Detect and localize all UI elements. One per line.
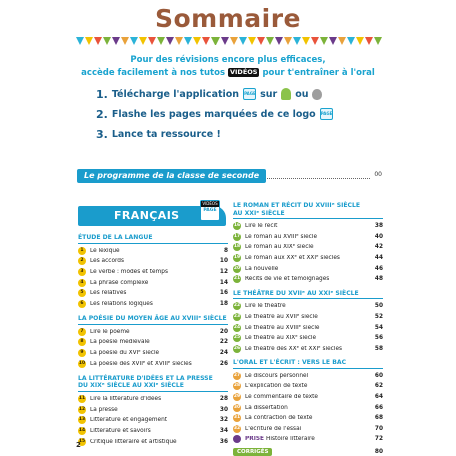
toc-entry-label <box>245 436 365 442</box>
toc-entry[interactable] <box>233 263 383 274</box>
toc-section <box>78 234 228 309</box>
toc-entry-label <box>90 439 210 445</box>
toc-entry[interactable] <box>78 298 228 309</box>
step-number: 3. <box>96 127 108 141</box>
bunting-flag <box>148 37 156 45</box>
toc-entry-page: 72 <box>374 436 383 443</box>
section-heading-line: LA LITTÉRATURE D'IDÉES ET LA PRESSE <box>78 374 213 382</box>
section-heading <box>233 359 383 369</box>
toc-entry[interactable] <box>233 312 383 323</box>
toc-entry[interactable] <box>233 343 383 354</box>
toc-entry[interactable] <box>78 405 228 416</box>
chapter-number-badge: 13 <box>78 417 86 423</box>
logo-bottom-text: PAGE <box>203 208 217 213</box>
toc-entry-title: Le roman au XIXᵉ siècle <box>245 244 314 251</box>
toc-entry-label <box>245 346 365 352</box>
bunting-flag <box>193 37 201 45</box>
chapter-number-badge: 27 <box>233 372 241 378</box>
section-heading-line: ÉTUDE DE LA LANGUE <box>78 234 153 241</box>
section-heading <box>78 375 228 392</box>
toc-entry-page: 58 <box>374 345 383 352</box>
bunting-flag <box>202 37 210 45</box>
section-heading <box>233 202 383 219</box>
toc-entry-title: L'explication de texte <box>245 383 308 390</box>
chapter-number-badge: 10 <box>78 360 86 366</box>
toc-entry-label <box>245 426 365 432</box>
subject-header: FRANÇAIS <box>78 206 226 226</box>
bunting-flag <box>139 37 147 45</box>
toc-entry-title: Le verbe : modes et temps <box>90 268 168 275</box>
bunting-flag <box>257 37 265 45</box>
toc-entry-title: Lire la littérature d'idées <box>90 396 162 403</box>
toc-entry-title: Le commentaire de texte <box>245 394 319 401</box>
toc-entry[interactable] <box>78 267 228 278</box>
chapter-number-badge: 5 <box>78 289 86 297</box>
toc-entry-title: La poésie du XVIᵉ siècle <box>90 350 160 357</box>
logo-top-text: VIDÉOS <box>202 201 218 206</box>
toc-entry[interactable] <box>233 371 383 382</box>
bunting-flag <box>329 37 337 45</box>
intro-line-2-pre: accède facilement à nos tutos <box>81 68 225 78</box>
toc-entry-label <box>90 361 210 367</box>
bunting-flag <box>356 37 364 45</box>
bunting-flag <box>94 37 102 45</box>
toc-entry[interactable] <box>78 436 228 447</box>
bunting-flag <box>338 37 346 45</box>
toc-entry-label <box>90 269 210 275</box>
chapter-number-badge: 9 <box>78 349 86 357</box>
bunting-flag <box>266 37 274 45</box>
toc-entry[interactable] <box>233 301 383 312</box>
toc-entry-title: Le lexique <box>90 247 120 254</box>
toc-entry-page: 42 <box>374 244 383 251</box>
bunting-flag <box>130 37 138 45</box>
toc-entry[interactable] <box>78 337 228 348</box>
toc-entry-label <box>90 417 210 423</box>
bunting-flag <box>239 37 247 45</box>
toc-entry[interactable] <box>233 232 383 243</box>
chapter-number-badge: 25 <box>233 335 241 341</box>
toc-entry-page: 22 <box>219 339 228 346</box>
section-heading-line: L'ORAL ET L'ÉCRIT : VERS LE BAC <box>233 359 347 367</box>
bunting-flag <box>211 37 219 45</box>
toc-entry-title: Les relatives <box>90 290 127 297</box>
page-title: Sommaire <box>154 4 301 33</box>
chapter-number-badge: 4 <box>78 279 86 287</box>
toc-entry-title: La poésie des XVIIᵉ et XVIIIᵉ siècles <box>90 360 192 367</box>
toc-entry-title: Le théâtre au XVIIIᵉ siècle <box>245 324 320 331</box>
chapter-number-badge: 30 <box>233 404 241 410</box>
corriges-badge: CORRIGÉS <box>233 448 272 456</box>
android-icon <box>281 88 291 100</box>
chapter-number-badge: 7 <box>78 328 86 336</box>
bunting-flag <box>311 37 319 45</box>
toc-entry-page: 68 <box>374 415 383 422</box>
toc-entry-page: 12 <box>219 268 228 275</box>
step-number: 2. <box>96 107 108 121</box>
toc-entry[interactable] <box>78 358 228 369</box>
toc-entry-label <box>245 266 365 272</box>
toc-section <box>233 202 383 285</box>
toc-entry-title: Littérature et savoirs <box>90 428 151 435</box>
chapter-number-badge: 23 <box>233 313 241 319</box>
toc-right-column <box>233 202 383 456</box>
leader-dots <box>267 178 370 179</box>
toc-entry[interactable] <box>233 274 383 285</box>
toc-entry-title: Le théâtre des XXᵉ et XXIᵉ siècles <box>245 345 343 352</box>
toc-entry-title: Les relations logiques <box>90 300 153 307</box>
toc-section <box>233 290 383 354</box>
section-heading <box>78 315 228 325</box>
chapter-number-badge: 22 <box>233 303 241 309</box>
section-heading-line: LA POÉSIE DU MOYEN ÂGE AU XVIIIᵉ SIÈCLE <box>78 315 227 323</box>
toc-entry-title: Lire le poème <box>90 328 130 335</box>
chapter-number-badge: 3 <box>78 268 86 276</box>
section-heading <box>233 290 383 300</box>
toc-entry[interactable] <box>78 394 228 405</box>
intro-text <box>0 54 456 80</box>
app-logo-icon: PAGE <box>320 108 333 120</box>
toc-entry-page: 10 <box>219 258 228 265</box>
corriges-entry[interactable] <box>233 447 383 456</box>
toc-entry-label <box>245 314 365 320</box>
bunting-flag <box>293 37 301 45</box>
toc-entry-label <box>245 223 365 229</box>
toc-entry-page: 38 <box>374 223 383 230</box>
chapter-number-badge: 32 <box>233 425 241 431</box>
section-heading <box>78 234 228 244</box>
bunting-flag <box>157 37 165 45</box>
chapter-number-badge: 28 <box>233 383 241 389</box>
toc-entry-title: La phrase complexe <box>90 279 149 286</box>
intro-line-2 <box>0 67 456 80</box>
bunting-flag <box>284 37 292 45</box>
toc-entry[interactable] <box>78 256 228 267</box>
toc-entry[interactable] <box>78 348 228 359</box>
chapter-number-badge: 11 <box>78 396 86 402</box>
toc-entry-title: La contraction de texte <box>245 415 313 422</box>
toc-entry[interactable] <box>233 333 383 344</box>
toc-entry-page: 24 <box>219 350 228 357</box>
toc-entry-title: Les accords <box>90 258 125 265</box>
toc-entry[interactable] <box>233 253 383 264</box>
bunting-flag <box>221 37 229 45</box>
bunting-flag <box>85 37 93 45</box>
chapter-number-badge: 21 <box>233 276 241 282</box>
toc-entry-label <box>245 325 365 331</box>
bunting-flag <box>302 37 310 45</box>
step-text: Flashe les pages marquées de ce logo <box>111 108 316 120</box>
toc-entry-page: 34 <box>219 428 228 435</box>
toc-entry-label <box>90 329 210 335</box>
toc-entry-title: Le théâtre au XIXᵉ siècle <box>245 335 317 342</box>
step-connector: ou <box>295 88 309 100</box>
toc-entry-title: La dissertation <box>245 404 288 411</box>
step-text: Télécharge l'application <box>111 88 240 100</box>
bunting-flag <box>374 37 382 45</box>
toc-section <box>78 375 228 447</box>
toc-entry[interactable] <box>78 426 228 437</box>
toc-entry-title: Récits de vie et témoignages <box>245 276 330 283</box>
chapter-number-badge: 17 <box>233 233 241 239</box>
toc-entry-page: 26 <box>219 360 228 367</box>
steps-list <box>96 84 396 144</box>
toc-entry-label <box>90 339 210 345</box>
toc-entry-label <box>90 396 210 402</box>
toc-entry-page: 50 <box>374 303 383 310</box>
toc-entry-label <box>245 373 365 379</box>
toc-entry-page: 40 <box>374 233 383 240</box>
corriges-page: 80 <box>374 448 383 455</box>
toc-entry-label <box>90 280 210 286</box>
toc-entry[interactable] <box>233 392 383 403</box>
toc-entry-label <box>90 258 210 264</box>
toc-entry-label <box>245 244 365 250</box>
toc-entry-page: 64 <box>374 394 383 401</box>
chapter-number-badge: 19 <box>233 255 241 261</box>
bunting-flag <box>76 37 84 45</box>
toc-entry-label <box>245 303 365 309</box>
bunting-flag <box>166 37 174 45</box>
toc-section <box>233 359 383 445</box>
programme-page: 00 <box>374 171 382 178</box>
bunting-flag <box>121 37 129 45</box>
toc-entry-label <box>245 405 365 411</box>
chapter-number-badge: 18 <box>233 244 241 250</box>
toc-entry-label <box>245 234 365 240</box>
toc-entry-title: Le roman au XVIIIᵉ siècle <box>245 233 318 240</box>
toc-entry[interactable] <box>233 424 383 435</box>
toc-entry-title: Lire le récit <box>245 223 278 230</box>
step-1 <box>96 84 396 104</box>
toc-entry-label <box>90 248 210 254</box>
toc-entry-page: 60 <box>374 372 383 379</box>
bunting-flag <box>275 37 283 45</box>
toc-entry[interactable] <box>78 415 228 426</box>
toc-entry-page: 30 <box>219 406 228 413</box>
toc-entry-label <box>90 290 210 296</box>
toc-entry-label <box>90 407 210 413</box>
page-number: 2 <box>76 441 81 449</box>
programme-entry[interactable] <box>77 169 382 183</box>
chapter-number-badge: 14 <box>78 428 86 434</box>
videos-badge: VIDÉOS <box>229 68 258 76</box>
toc-entry[interactable] <box>233 242 383 253</box>
toc-entry-page: 62 <box>374 383 383 390</box>
chapter-number-badge: 12 <box>78 406 86 412</box>
toc-entry-page: 36 <box>219 438 228 445</box>
toc-entry-page: 52 <box>374 313 383 320</box>
step-number: 1. <box>96 87 108 101</box>
chapter-number-badge: 15 <box>78 438 86 444</box>
step-connector: sur <box>260 88 278 100</box>
toc-entry-page: 70 <box>374 425 383 432</box>
toc-entry-title: Le roman aux XXᵉ et XXIᵉ siècles <box>245 255 340 262</box>
toc-entry-page: 14 <box>219 279 228 286</box>
toc-entry-title: L'écriture de l'essai <box>245 425 302 432</box>
chapter-number-badge: 20 <box>233 265 241 271</box>
toc-section <box>78 315 228 369</box>
intro-line-2-post: pour t'entraîner à l'oral <box>262 68 375 78</box>
toc-entry[interactable] <box>233 322 383 333</box>
toc-entry-page: 18 <box>219 300 228 307</box>
bunting-flag <box>112 37 120 45</box>
chapter-number-badge: 29 <box>233 394 241 400</box>
chapter-number-badge: 8 <box>78 338 86 346</box>
toc-entry-title: La presse <box>90 406 118 413</box>
toc-entry[interactable] <box>233 434 383 445</box>
bunting-flag <box>230 37 238 45</box>
app-icon: PAGE <box>243 88 256 100</box>
step-text: Lance ta ressource ! <box>111 128 221 140</box>
chapter-number-badge: 31 <box>233 415 241 421</box>
toc-entry-label <box>245 394 365 400</box>
chapter-number-badge: 2 <box>78 257 86 265</box>
toc-entry-title: Critique littéraire et artistique <box>90 438 177 445</box>
section-heading-line: AU XXIᵉ SIÈCLE <box>233 209 285 217</box>
chapter-number-badge <box>233 435 241 443</box>
toc-entry-label <box>90 350 210 356</box>
toc-entry-title: Lire le théâtre <box>245 303 286 310</box>
section-heading-line: LE THÉÂTRE DU XVIIᵉ AU XXIᵉ SIÈCLE <box>233 289 359 297</box>
toc-entry-page: 54 <box>374 324 383 331</box>
programme-label: Le programme de la classe de seconde <box>77 169 266 183</box>
toc-entry-page: 44 <box>374 255 383 262</box>
toc-entry-label <box>245 276 365 282</box>
toc-entry-page: 8 <box>223 247 228 254</box>
chapter-number-badge: 6 <box>78 300 86 308</box>
toc-entry-page: 32 <box>219 417 228 424</box>
toc-entry-page: 48 <box>374 276 383 283</box>
prise-badge: PRISE <box>245 436 265 443</box>
toc-entry[interactable] <box>78 246 228 257</box>
toc-entry-label <box>245 335 365 341</box>
toc-entry-title: Le discours personnel <box>245 372 309 379</box>
toc-entry[interactable] <box>233 221 383 232</box>
toc-entry-title: Histoire littéraire <box>266 436 315 443</box>
toc-entry-page: 46 <box>374 265 383 272</box>
toc-entry-page: 16 <box>219 290 228 297</box>
toc-entry[interactable] <box>78 327 228 338</box>
chapter-number-badge: 24 <box>233 324 241 330</box>
toc-left-column <box>78 234 228 447</box>
toc-entry[interactable] <box>78 288 228 299</box>
video-page-logo-icon <box>200 200 220 221</box>
bunting-flag <box>347 37 355 45</box>
toc-entry-label <box>245 255 365 261</box>
toc-entry[interactable] <box>78 277 228 288</box>
toc-entry-page: 56 <box>374 335 383 342</box>
toc-entry-label <box>90 428 210 434</box>
toc-entry-label <box>245 383 365 389</box>
step-3 <box>96 124 396 144</box>
bunting-flag <box>103 37 111 45</box>
bunting-flag <box>175 37 183 45</box>
toc-entry-label <box>90 301 210 307</box>
toc-entry-title: La nouvelle <box>245 265 279 272</box>
toc-entry-title: La poésie médiévale <box>90 339 150 346</box>
toc-entry-label <box>245 415 365 421</box>
bunting-flag <box>320 37 328 45</box>
toc-entry[interactable] <box>233 381 383 392</box>
bunting-flag <box>184 37 192 45</box>
bunting-decoration <box>76 37 382 46</box>
toc-entry[interactable] <box>233 413 383 424</box>
apple-icon <box>312 89 322 100</box>
bunting-flag <box>248 37 256 45</box>
toc-entry-title: Le théâtre au XVIIᵉ siècle <box>245 313 318 320</box>
chapter-number-badge: 26 <box>233 345 241 351</box>
chapter-number-badge: 1 <box>78 247 86 255</box>
step-2 <box>96 104 396 124</box>
toc-entry-page: 28 <box>219 396 228 403</box>
bunting-flag <box>365 37 373 45</box>
toc-entry[interactable] <box>233 402 383 413</box>
section-heading-line: DU XIXᵉ SIÈCLE AU XXIᵉ SIÈCLE <box>78 382 184 390</box>
intro-line-1: Pour des révisions encore plus efficaces, <box>130 55 326 65</box>
section-heading-line: LE ROMAN ET RÉCIT DU XVIIIᵉ SIÈCLE <box>233 202 361 209</box>
toc-entry-page: 66 <box>374 404 383 411</box>
chapter-number-badge: 16 <box>233 223 241 229</box>
toc-entry-title: Littérature et engagement <box>90 417 168 424</box>
toc-entry-page: 20 <box>219 328 228 335</box>
